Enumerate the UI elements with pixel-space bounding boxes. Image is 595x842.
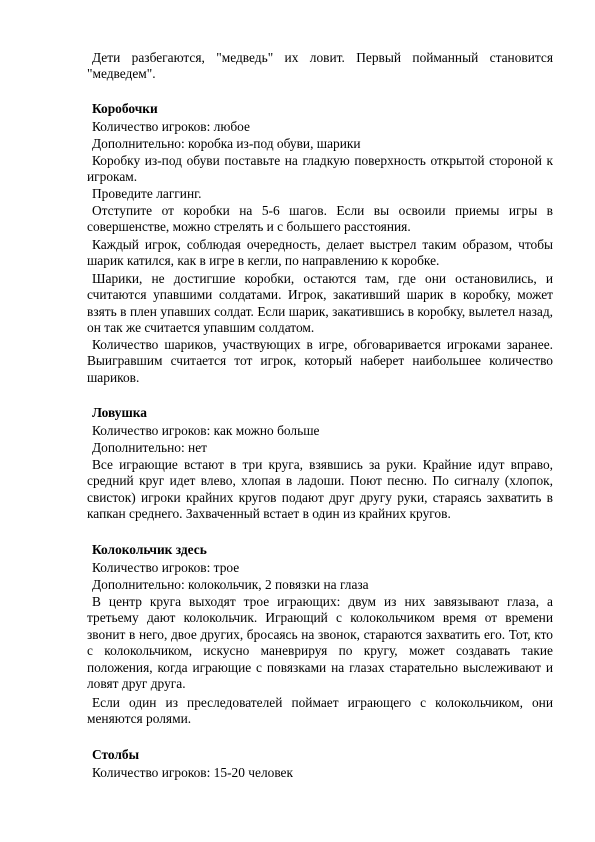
rule-paragraph: Все играющие встают в три круга, взявшись за руки. Крайние идут вправо, средний круг идет влево, хлопая в ладоши. Поют песню. По сигналу (хлопок, свисток) игроки крайних кругов подают друг другу руки, стараясь захватить в капкан среднего. Захваченный встает в один из крайних кругов. — [87, 457, 553, 522]
intro-paragraph: Дети разбегаются, "медведь" их ловит. Первый пойманный становится "медведем". — [87, 50, 553, 82]
extra-items: Дополнительно: нет — [92, 440, 208, 455]
rule-paragraph: Коробку из-под обуви поставьте на гладкую поверхность открытой стороной к игрокам. — [87, 153, 553, 185]
rule-paragraph: В центр круга выходят трое играющих: двум из них завязывают глаза, а третьему дают колокольчик. Играющий с колокольчиком время от времени звонит в него, двое других, бросаясь на звонок, стараются захватить его. Тот, кто с колокольчиком, искусно маневрируя по кругу, может создавать такие положения, когда играющие с повязками на глазах старательно выслеживают и ловят друг друга. — [87, 594, 553, 692]
rule-paragraph: Проведите лаггинг. — [92, 186, 202, 201]
game-title: Ловушка — [92, 405, 147, 420]
players-count: Количество игроков: как можно больше — [92, 423, 320, 438]
rule-paragraph: Если один из преследователей поймает играющего с колокольчиком, они меняются ролями. — [87, 695, 553, 727]
extra-items: Дополнительно: коробка из-под обуви, шарики — [92, 136, 361, 151]
rule-paragraph: Шарики, не достигшие коробки, остаются там, где они остановились, и считаются упавшими солдатами. Игрок, закативший шарик в коробку, может взять в плен упавших солдат. Если шарик, закатившись в коробку, вылетел назад, он так же считается упавшим солдатом. — [87, 271, 553, 336]
players-count: Количество игроков: любое — [92, 119, 250, 134]
rule-paragraph: Каждый игрок, соблюдая очередность, делает выстрел таким образом, чтобы шарик катился, как в игре в кегли, по направлению к коробке. — [87, 237, 553, 269]
players-count: Количество игроков: 15-20 человек — [92, 765, 294, 780]
players-count: Количество игроков: трое — [92, 560, 240, 575]
extra-items: Дополнительно: колокольчик, 2 повязки на глаза — [92, 577, 369, 592]
rule-paragraph: Отступите от коробки на 5-6 шагов. Если вы освоили приемы игры в совершенстве, можно стрелять и с большего расстояния. — [87, 203, 553, 235]
rule-paragraph: Количество шариков, участвующих в игре, обговаривается игроками заранее. Выигравшим считается тот игрок, который наберет наибольшее количество шариков. — [87, 337, 553, 385]
game-title: Колокольчик здесь — [92, 542, 207, 557]
game-title: Коробочки — [92, 101, 158, 116]
game-title: Столбы — [92, 747, 140, 762]
